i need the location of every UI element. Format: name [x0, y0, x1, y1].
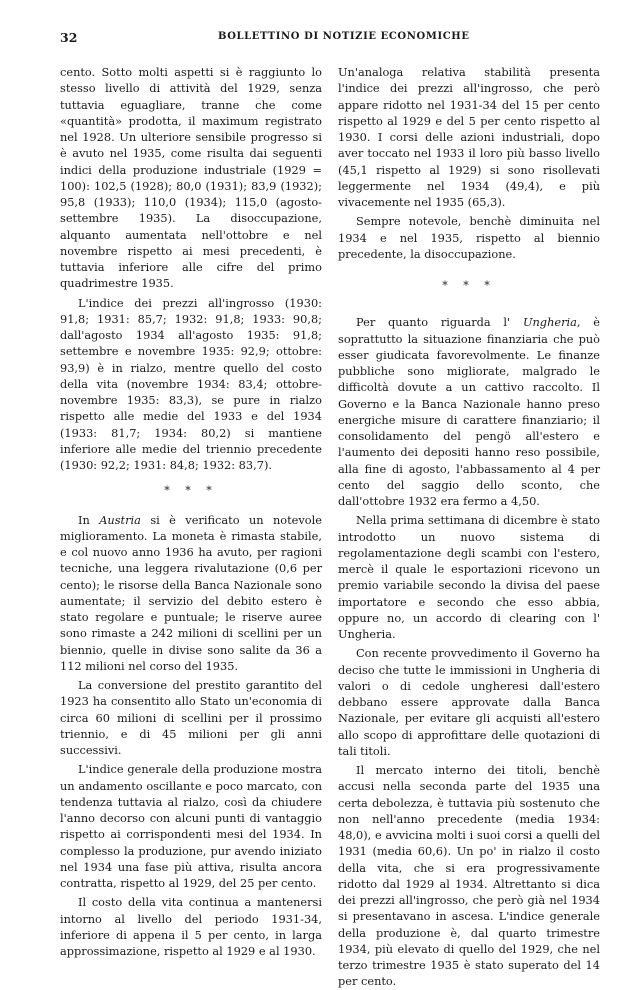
paragraph-austria-cost-of-living: Il costo della vita continua a mantenersi intorno al livello del periodo 1931-34, inferiore di appena il 5 per cento, in larga approssimazione, rispetto al 1929 e al 1930. — [60, 895, 322, 958]
paragraph-germany-prices: L'indice dei prezzi all'ingrosso (1930: 91,8; 1931: 85,7; 1932: 91,8; 1933: 90,8; dall'agosto 1934 all'agosto 1935: 91,8; settembre e novembre 1935: 92,9; ottobre: 93,9) è in rialzo, mentre quello del costo della vita (novembre 1934: 83,4; ottobre-novembre 1935: 83,3), se pure in rialzo rispetto alle medie del 1933 e del 1934 (1933: 81,7; 1934: 80,2) si mantiene inferiore alle medie del triennio precedente (1930: 92,2; 1931: 84,8; 1932: 83,7). — [60, 295, 322, 472]
paragraph-austria-prices: Un'analoga relativa stabilità presenta l'indice dei prezzi all'ingrosso, che però appare ridotto nel 1931-34 del 15 per cento rispetto al 1929 e del 5 per cento rispetto al 1930. I corsi delle azioni industriali, dopo aver toccato nel 1933 il loro più basso livello (45,1 rispetto al 1929) si sono risollevati leggermente nel 1934 (49,4), e più vivacemente nel 1935 (65,3). — [338, 65, 600, 209]
paragraph-austria-production: L'indice generale della produzione mostra un andamento oscillante e poco marcato, con tendenza tuttavia al rialzo, così da chiudere l'anno decorso con alcuni punti di vantaggio rispetto ai corrispondenti mesi del 1934. In complesso la produzione, pur avendo iniziato nel 1934 una fase più attiva, risulta ancora contratta, rispetto al 1929, del 25 per cento. — [60, 762, 322, 890]
page-header — [60, 30, 584, 48]
right-column — [338, 64, 600, 990]
section-separator: * * * — [442, 279, 496, 292]
paragraph-hungary-securities: Con recente provvedimento il Governo ha deciso che tutte le immissioni in Ungheria di valori o di cedole ungheresi dall'estero debbano essere approvate dalla Banca Nazionale, per evitare gli acquisti all'estero allo scopo di approfittare delle quotazioni di tali titoli. — [338, 646, 600, 758]
page-number: 32 — [60, 30, 78, 45]
hungary-prefix: Per quanto riguarda l' — [356, 315, 523, 330]
paragraph-austria-loan: La conversione del prestito garantito del 1923 ha consentito allo Stato un'economia di circa 60 milioni di scellini per il prossimo triennio, e di 45 milioni per gli anni successivi. — [60, 678, 322, 757]
austria-text: si è verificato un notevole miglioramento. La moneta è rimasta stabile, e col nuovo anno 1936 ha avuto, per ragioni tecniche, una leggera rivalutazione (0,6 per cento); le risorse della Banca Nazionale sono aumentate; il servizio del debito estero è stato regolare e puntuale; le riserve auree sono rimaste a 242 milioni di scellini per un biennio, quelle in divise sono salite da 36 a 112 milioni nel corso del 1935. — [60, 512, 322, 673]
paragraph-hungary-intro — [338, 314, 600, 509]
paragraph-hungary-trade: Nella prima settimana di dicembre è stato introdotto un nuovo sistema di regolamentazione degli scambi con l'estero, mercè il quale le esportazioni ricevono un premio variabile secondo la divisa del paese importatore e secondo che esso abbia, oppure no, un accordo di clearing con l' Ungheria. — [338, 513, 600, 641]
austria-prefix: In — [78, 512, 100, 527]
paragraph-austria-intro — [60, 512, 322, 675]
paragraph-hungary-market: Il mercato interno dei titoli, benchè accusi nella seconda parte del 1935 una certa debolezza, è tuttavia più sostenuto che non nell'anno precedente (media 1934: 48,0), e avvicina molti i suoi corsi a quelli del 1931 (media 60,6). Un po' in rialzo il costo della vita, che si era progressivamente ridotto dal 1929 al 1934. Altrettanto si dica dei prezzi all'ingrosso, che però già nel 1934 si presentavano in ascesa. L'indice generale della produzione è, dal quarto trimestre 1934, più elevato di quello del 1929, che nel terzo trimestre 1935 è stato superato del 14 per cento. — [338, 763, 600, 989]
running-title: BOLLETTINO DI NOTIZIE ECONOMICHE — [218, 31, 470, 42]
paragraph-germany-production: cento. Sotto molti aspetti si è raggiunto lo stesso livello di attività del 1929, senza tuttavia eguagliare, tranne che come «quantità» prodotta, il maximum registrato nel 1928. Un ulteriore sensibile progresso si è avuto nel 1935, come risulta dai seguenti indici della produzione industriale (1929 = 100): 102,5 (1928); 80,0 (1931); 83,9 (1932); 95,8 (1933); 110,0 (1934); 115,0 (agosto-settembre 1935). La disoccupazione, alquanto aumentata nell'ottobre e nel novembre rispetto ai mesi precedenti, è tuttavia inferiore alle cifre del primo quadrimestre 1935. — [60, 65, 322, 291]
section-separator: * * * — [164, 484, 218, 498]
country-name-austria: Austria — [99, 512, 141, 527]
left-column — [60, 64, 322, 959]
country-name-hungary: Ungheria — [522, 315, 577, 330]
hungary-text: , è soprattutto la situazione finanziaria che può esser giudicata favorevolmente. Le finanze pubbliche sono migliorate, malgrado le difficoltà dovute a un cattivo raccolto. Il Governo e la Banca Nazionale hanno preso energiche misure di carattere finanziario; il consolidamento del pengö all'estero e l'aumento dei depositi hanno reso possibile, alla fine di agosto, l'abbassamento al 4 per cento del saggio dello sconto, che dall'ottobre 1932 era fermo a 4,50. — [338, 315, 600, 508]
paragraph-austria-unemployment: Sempre notevole, benchè diminuita nel 1934 e nel 1935, rispetto al biennio precedente, la disoccupazione. — [338, 214, 600, 261]
